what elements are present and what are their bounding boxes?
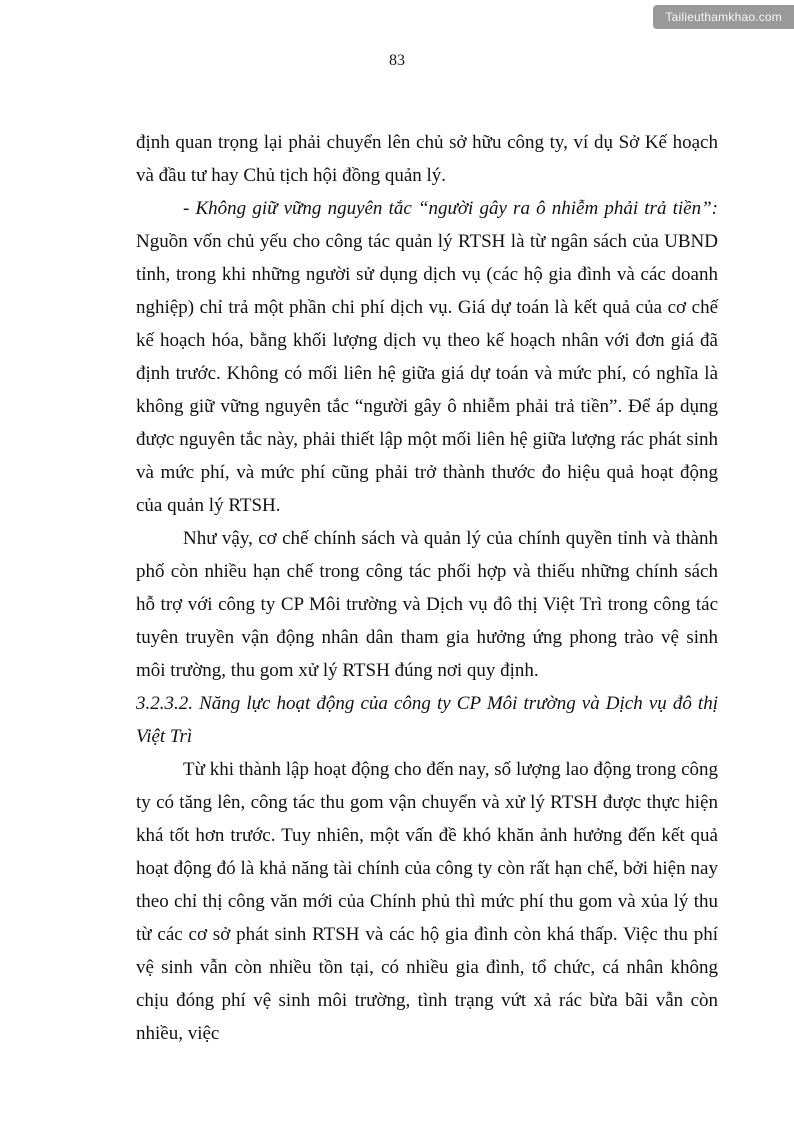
document-body [136,126,718,1050]
paragraph-lead-italic: - Không giữ vững nguyên tắc “người gây ra ô nhiễm phải trả tiền”: [183,198,718,219]
paragraph-body-text: Nguồn vốn chủ yếu cho công tác quản lý RTSH là từ ngân sách của UBND tỉnh, trong khi những người sử dụng dịch vụ (các hộ gia đình và các doanh nghiệp) chỉ trả một phần chi phí dịch vụ. Giá dự toán là kết quả của cơ chế kế hoạch hóa, bằng khối lượng dịch vụ theo kế hoạch nhân với đơn giá đã định trước. Không có mối liên hệ giữa giá dự toán và mức phí, có nghĩa là không giữ vững nguyên tắc “người gây ô nhiễm phải trả tiền”. Để áp dụng được nguyên tắc này, phải thiết lập một mối liên hệ giữa lượng rác phát sinh và mức phí, và mức phí cũng phải trở thành thước đo hiệu quả hoạt động của quản lý RTSH. [136,231,718,516]
paragraph-principle [136,192,718,522]
paragraph-summary: Như vậy, cơ chế chính sách và quản lý của chính quyền tỉnh và thành phố còn nhiều hạn chế trong công tác phối hợp và thiếu những chính sách hỗ trợ với công ty CP Môi trường và Dịch vụ đô thị Việt Trì trong công tác tuyên truyền vận động nhân dân tham gia hưởng ứng phong trào vệ sinh môi trường, thu gom xử lý RTSH đúng nơi quy định. [136,528,718,681]
paragraph-capacity: Từ khi thành lập hoạt động cho đến nay, số lượng lao động trong công ty có tăng lên, công tác thu gom vận chuyển và xử lý RTSH được thực hiện khá tốt hơn trước. Tuy nhiên, một vấn đề khó khăn ảnh hưởng đến kết quả hoạt động đó là khả năng tài chính của công ty còn rất hạn chế, bởi hiện nay theo chỉ thị công văn mới của Chính phủ thì mức phí thu gom và xủa lý thu từ các cơ sở phát sinh RTSH và các hộ gia đình còn khá thấp. Việc thu phí vệ sinh vẫn còn nhiều tồn tại, có nhiều gia đình, tổ chức, cá nhân không chịu đóng phí vệ sinh môi trường, tình trạng vứt xả rác bừa bãi vẫn còn nhiều, việc [136,759,718,1044]
page-number: 83 [389,52,405,69]
watermark-badge [653,5,794,29]
paragraph-continuation: định quan trọng lại phải chuyển lên chủ sở hữu công ty, ví dụ Sở Kế hoạch và đầu tư hay Chủ tịch hội đồng quản lý. [136,132,718,186]
section-heading: 3.2.3.2. Năng lực hoạt động của công ty CP Môi trường và Dịch vụ đô thị Việt Trì [136,693,718,747]
watermark-label: Tailieuthamkhao.com [665,10,782,24]
